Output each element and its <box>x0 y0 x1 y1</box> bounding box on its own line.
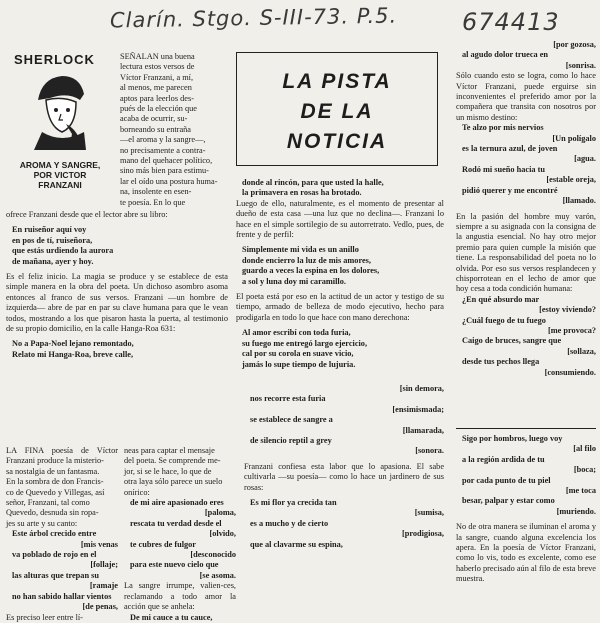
col3-line: neas para captar el mensaje <box>124 446 215 455</box>
col1-body-text-2: Es el feliz inicio. La magia se produce y se establece de esta simple manera en la obra del poeta. Un dichoso asombro asoma entonces al franco de sus versos. Franzani —un hombre de izquierda— abre de par en par su clave humana para que le vean todos, mostrando a los que pisaron hasta la puerta, al testimonio de su propio domicilio, en la calle Hanga-Roa 631: <box>6 272 228 334</box>
col2 <box>6 446 118 622</box>
verse-line: [sumisa, <box>414 508 444 518</box>
col2-line: Quevedo, desnuda sin ropa- <box>6 508 99 518</box>
verse-line: que estás urdiendo la aurora <box>12 246 114 256</box>
verse-line: es la ternura azul, de joven <box>462 144 558 154</box>
right-column <box>456 40 596 424</box>
col1-top-line: sino más bien para estimu- <box>120 166 209 176</box>
verse-line: va poblado de rojo en el <box>12 550 97 560</box>
verse-line: guardo a veces la espina en los dolores, <box>242 266 380 276</box>
verse-line: ¿Cuál fuego de tu fuego <box>462 315 546 325</box>
col2-line: LA FINA poesía de Víctor Franzani produce la misterio- <box>6 446 118 466</box>
col1-top-line: pués de la elección que <box>120 104 197 114</box>
verse-line: Caigo de bruces, sangre que <box>462 336 562 346</box>
col1-top-line: mano del quehacer político, <box>120 156 213 166</box>
verse-line: ¿En qué absurdo mar <box>462 294 540 304</box>
verse-line: [agua. <box>574 154 596 164</box>
col3-line: onírico: <box>124 487 150 497</box>
verse-line: [sin demora, <box>399 384 444 393</box>
col2-line: sa nostalgia de un fantasma. <box>6 466 100 476</box>
col2-line: señor, Franzani, tal como <box>6 498 90 508</box>
col2-line: En la sombra de don Francis- <box>6 477 104 487</box>
verse-line: [llamado. <box>562 196 596 206</box>
verse-line: En ruiseñor aquí voy <box>12 225 87 235</box>
sherlock-head-icon <box>28 70 90 150</box>
col1-top-line: Víctor Franzani, a mí, <box>120 72 194 82</box>
verse-line: pidió querer y me encontré <box>462 185 558 195</box>
verse-line: a sol y luna doy mi caramillo. <box>242 276 346 286</box>
verse-line: [sonrisa. <box>565 60 596 70</box>
headline-box <box>236 52 438 166</box>
col1-top-line: acaba de ocurrir, su- <box>120 114 188 124</box>
col1-top-line: lar el oído una postura huma- <box>120 176 218 186</box>
verse-line: Relato mi Hanga-Roa, breve calle, <box>12 349 134 359</box>
logo-word: SHERLOCK <box>14 52 95 67</box>
sherlock-logo <box>6 52 110 154</box>
verse-line: las alturas que trepan su <box>12 570 99 580</box>
headline-line-3: NOTICIA <box>286 130 388 153</box>
col1-top-line: na, insolente en esen- <box>120 187 192 197</box>
col1-body-text: ofrece Franzani desde que el lector abre su libro: <box>6 210 168 219</box>
verse-line: [sonora. <box>415 446 444 456</box>
logo-caption <box>4 160 116 190</box>
col3-verse-last: De mi cauce a tu cauce, <box>130 612 213 622</box>
verse-line: al agudo dolor trueca en <box>462 50 549 60</box>
divider-rule <box>456 428 596 429</box>
verse-line: para este nuevo cielo que <box>130 560 219 570</box>
verse-line: su fuego me entregó largo ejercicio, <box>242 338 368 348</box>
verse-line: Es mi flor ya crecida tan <box>250 498 337 508</box>
verse-line: Este árbol crecido entre <box>12 529 97 539</box>
verse-line: se establece de sangre a <box>250 415 333 425</box>
col1-top-line: al menos, me parecen <box>120 83 192 93</box>
col3-body-text: La sangre irrumpe, valien-ces, reclamando a todo amor la acción que se anhela: <box>124 581 236 612</box>
caption-line-3: FRANZANI <box>38 180 82 190</box>
col1-top-line: —el aroma y la sangre—, <box>120 135 206 145</box>
verse-line: No a Papa-Noel lejano remontado, <box>12 339 134 349</box>
col1-top-line: lectura estos versos de <box>120 62 195 72</box>
verse-line: [desconocido <box>190 550 236 560</box>
col2-end-text: Es preciso leer entre lí- <box>6 612 83 622</box>
mid-body-text: Luego de ello, naturalmente, es el momento de presentar al dueño de esta casa —una luz que no declina—. Franzani lo hace en el simple sortilegio de su autorretrato. Vedlo, pues, de frente y de perfil: <box>236 198 444 240</box>
verse-line: Rodó mi sueño hacia tu <box>462 164 545 174</box>
col1-top-line: aptos para leerlos des- <box>120 93 194 103</box>
verse-line: [mis venas <box>80 539 118 549</box>
verse-line: de silencio reptil a grey <box>250 436 332 446</box>
verse-line: [me provoca? <box>547 325 596 335</box>
verse-line: rescata tu verdad desde el <box>130 518 222 528</box>
verse-line: a la región ardida de tu <box>462 454 545 464</box>
verse-line: de mi aire apasionado eres <box>130 498 224 508</box>
verse-line: Simplemente mi vida es un anillo <box>242 245 359 255</box>
right-column-lower <box>456 434 596 594</box>
verse-line: [ensimismada; <box>392 404 444 414</box>
verse-line: [estoy viviendo? <box>539 305 596 315</box>
verse-line: [por gozosa, <box>553 40 596 49</box>
verse-line: de mañana, ayer y hoy. <box>12 256 94 266</box>
col2-line: jes su arte y su canto: <box>6 518 78 528</box>
verse-line: desde tus pechos llega <box>462 357 540 367</box>
verse-line: en pos de tí, ruiseñora, <box>12 235 93 245</box>
col3-line: otra laya sólo parece un suelo <box>124 477 223 487</box>
verse-line: Te alzo por mis nervios <box>462 123 544 133</box>
verse-line: [follaje; <box>90 560 118 570</box>
verse-line: jamás lo supe tiempo de lujuria. <box>242 359 356 369</box>
verse-line: donde al rincón, para que usted la halle, <box>242 178 384 187</box>
verse-line: donde encierro la luz de mis amores, <box>242 255 371 265</box>
col2-line: co de Quevedo y Villegas, así <box>6 487 105 497</box>
col3 <box>124 446 236 622</box>
right-body-text: Sólo cuando esto se logra, como lo hace Víctor Franzani, puede erguirse sin inconvenientes el preferido amor por la compañera que transita con nosotros por un mismo destino: <box>456 71 596 122</box>
col1-top-line: SEÑALAN una buena <box>120 52 195 61</box>
col4-body-text: Franzani confiesa esta labor que lo apasiona. El sabe cultivarla —su poesía— como lo hace un jardinero de sus rosas: <box>244 461 444 492</box>
headline-line-2: DE LA <box>300 100 374 123</box>
headline <box>237 67 437 157</box>
handwritten-date: Clarín. Stgo. S-III-73. P.5. <box>109 3 398 33</box>
verse-line: [olvido, <box>209 529 236 539</box>
col3-line: del poeta. Se comprende me- <box>124 456 221 466</box>
caption-line-2: POR VICTOR <box>33 170 87 180</box>
verse-line: besar, palpar y estar como <box>462 496 555 506</box>
verse-line: cal por su corola en suave vicio, <box>242 349 354 359</box>
verse-line: [boca; <box>573 465 596 475</box>
verse-line: [sollaza, <box>567 346 596 356</box>
verse-line: que al clavarme su espina, <box>250 539 343 549</box>
col1-top-line: te poesía. En lo que <box>120 197 186 207</box>
col1-top-line: borneando su entraña <box>120 124 191 134</box>
handwritten-code: 674413 <box>462 8 560 36</box>
verse-line: [al filo <box>573 444 596 454</box>
verse-line: [consumiendo. <box>544 367 596 377</box>
verse-line: la primavera en rosas ha brotado. <box>242 188 362 198</box>
verse-line: [muriendo. <box>556 506 596 516</box>
col4 <box>244 384 444 594</box>
verse-line: [estable oreja, <box>546 175 596 185</box>
verse-line: por cada punto de tu piel <box>462 475 551 485</box>
verse-line: [ramaje <box>89 581 118 591</box>
verse-line: es a mucho y de cierto <box>250 518 329 528</box>
caption-line-1: AROMA Y SANGRE, <box>19 160 101 170</box>
verse-line: [de penas, <box>82 602 118 612</box>
verse-line: [paloma, <box>204 508 236 518</box>
verse-line: Al amor escribí con toda furia, <box>242 328 351 338</box>
verse-line: Sigo por hombros, luego voy <box>462 434 563 443</box>
mid-column <box>236 178 444 378</box>
verse-line: [Un polígalo <box>552 133 596 143</box>
col1-body <box>6 210 228 442</box>
headline-line-1: LA PISTA <box>282 70 392 93</box>
verse-line: [se asoma. <box>199 570 236 580</box>
verse-line: [prodigiosa, <box>401 529 444 539</box>
right-body-text-2: En la pasión del hombre muy varón, siempre a su asignada con la consigna de la angustia esencial. No hay otro mejor premio para quien cumple la misión que tiene. La responsabilidad del poeta no lo olvida. Por eso sus versos resplandecen y chisporrotean en el lecho de amor que hoy cesa a toda condición humana: <box>456 211 596 294</box>
right-end-text: No de otra manera se iluminan el aroma y la sangre, cuando alguna excelencia los apera. En la poesía de Víctor Franzani, como lo vis, todo es excelente, como ese haberlo precisado aún al filo de esta breve muestra. <box>456 522 596 584</box>
verse-line: [me toca <box>565 486 596 496</box>
verse-line: nos recorre esta furia <box>250 394 326 404</box>
verse-line: [llamarada, <box>402 425 444 435</box>
col1-top-line: no precisamente a contra- <box>120 145 206 155</box>
verse-line: no han sabido hallar vientos <box>12 591 112 601</box>
col3-line: jor, si se le hace, lo que de <box>124 466 212 476</box>
col1-top <box>120 52 228 222</box>
mid-body-text-2: El poeta está por eso en la actitud de un actor y testigo de su tiempo, armado de belleza de modo ejecutivo, hecho para prodigarla en todo lo que hace con mano derechona: <box>236 292 444 322</box>
verse-line: te cubres de fulgor <box>130 539 196 549</box>
